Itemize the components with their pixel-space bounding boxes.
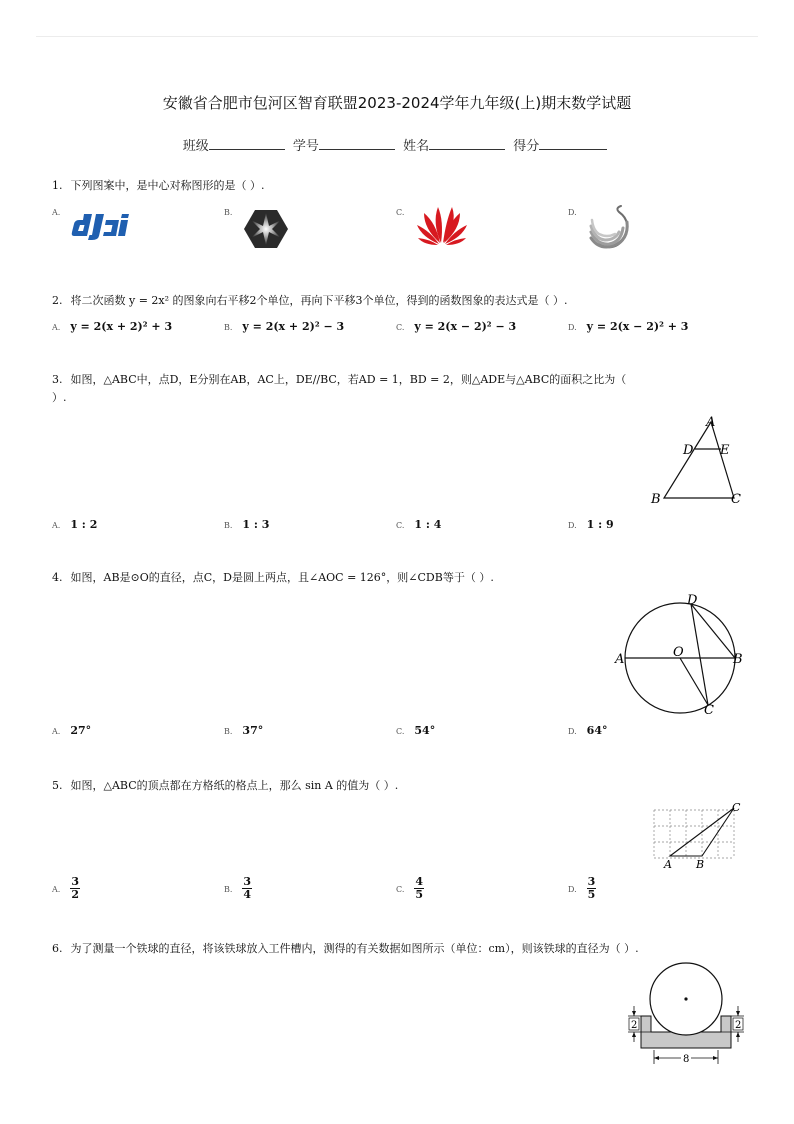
question-5-text: 5. 如图，△ABC的顶点都在方格纸的格点上，那么 sin A 的值为（ ）.	[52, 779, 399, 792]
label-left-height: 2	[631, 1020, 638, 1031]
q5-option-d[interactable]: D. $\frac{3}{5}$	[568, 875, 596, 901]
label-c: C	[731, 492, 741, 507]
grid-triangle-figure	[648, 798, 748, 872]
label-b: B	[733, 652, 743, 667]
info-name-label: 姓名	[403, 139, 430, 154]
triangle-abc-figure	[645, 412, 745, 510]
swirl-logo-icon	[585, 202, 635, 254]
huawei-logo-icon	[414, 205, 470, 245]
q3-option-d[interactable]: D. 1 : 9	[568, 518, 614, 531]
label-a: A	[664, 858, 672, 871]
label-bottom-width: 8	[683, 1054, 690, 1064]
label-o: O	[673, 645, 684, 660]
q1-option-a[interactable]: A.	[52, 208, 61, 217]
info-class-label: 班级	[182, 139, 209, 154]
question-4-text: 4. 如图，AB是⊙O的直径，点C，D是圆上两点，且∠AOC = 126°，则∠CDB等于（ ）.	[52, 571, 494, 584]
label-a: A	[615, 652, 625, 667]
label-c: C	[704, 703, 714, 716]
question-3-text: 3. 如图，△ABC中，点D，E分别在AB，AC上，DE//BC，若AD = 1，BD = 2，则△ADE与△ABC的面积之比为（	[52, 373, 627, 386]
label-b: B	[696, 858, 705, 871]
q2-option-c[interactable]: C. y = 2(x − 2)² − 3	[396, 320, 517, 333]
q3-option-c[interactable]: C. 1 : 4	[396, 518, 442, 531]
iron-ball-groove-figure	[624, 960, 748, 1064]
q2-option-b[interactable]: B. y = 2(x + 2)² − 3	[224, 320, 345, 333]
triangle-abc	[664, 422, 734, 498]
label-c: C	[732, 801, 741, 814]
q4-option-d[interactable]: D. 64°	[568, 724, 608, 737]
q1-option-c[interactable]: C.	[396, 208, 405, 217]
label-b: B	[651, 492, 661, 507]
label-d: D	[687, 593, 698, 608]
info-score-blank[interactable]	[539, 137, 607, 150]
question-6-text: 6. 为了测量一个铁球的直径，将该铁球放入工件槽内，测得的有关数据如图所示（单位：cm），则该铁球的直径为（ ）.	[52, 942, 639, 955]
q2-option-a[interactable]: A. y = 2(x + 2)² + 3	[52, 320, 173, 333]
label-a: A	[706, 415, 716, 430]
q1-option-b[interactable]: B.	[224, 208, 233, 217]
info-id-blank[interactable]	[319, 137, 395, 150]
q4-option-b[interactable]: B. 37°	[224, 724, 264, 737]
q3-option-b[interactable]: B. 1 : 3	[224, 518, 270, 531]
question-1-text: 1. 下列图案中，是中心对称图形的是（ ）.	[52, 179, 265, 192]
page-title: 安徽省合肥市包河区智育联盟2023-2024学年九年级(上)期末数学试题	[162, 94, 632, 112]
q4-option-a[interactable]: A. 27°	[52, 724, 92, 737]
dji-logo-icon	[70, 208, 140, 242]
circle-o-figure	[612, 592, 748, 716]
q2-option-d[interactable]: D. y = 2(x − 2)² + 3	[568, 320, 689, 333]
question-3-text-continued: ）.	[52, 391, 67, 404]
q4-option-c[interactable]: C. 54°	[396, 724, 436, 737]
info-class-blank[interactable]	[209, 137, 285, 150]
label-right-height: 2	[735, 1020, 742, 1031]
student-info-line	[0, 135, 794, 154]
q5-option-c[interactable]: C. $\frac{4}{5}$	[396, 875, 424, 901]
question-2-text: 2. 将二次函数 y = 2x² 的图象向右平移2个单位，再向下平移3个单位，得到的函数图象的表达式是（ ）.	[52, 294, 568, 307]
hexagon-star-logo-icon	[243, 208, 289, 250]
info-name-blank[interactable]	[429, 137, 505, 150]
q5-option-b[interactable]: B. $\frac{3}{4}$	[224, 875, 252, 901]
q3-option-a[interactable]: A. 1 : 2	[52, 518, 98, 531]
info-id-label: 学号	[292, 139, 319, 154]
q5-option-a[interactable]: A. $\frac{3}{2}$	[52, 875, 79, 901]
q1-option-d[interactable]: D.	[568, 208, 577, 217]
ball-center	[684, 997, 687, 1000]
top-rule	[36, 36, 758, 37]
label-d: D	[683, 443, 694, 458]
label-e: E	[720, 443, 730, 458]
info-score-label: 得分	[513, 139, 540, 154]
